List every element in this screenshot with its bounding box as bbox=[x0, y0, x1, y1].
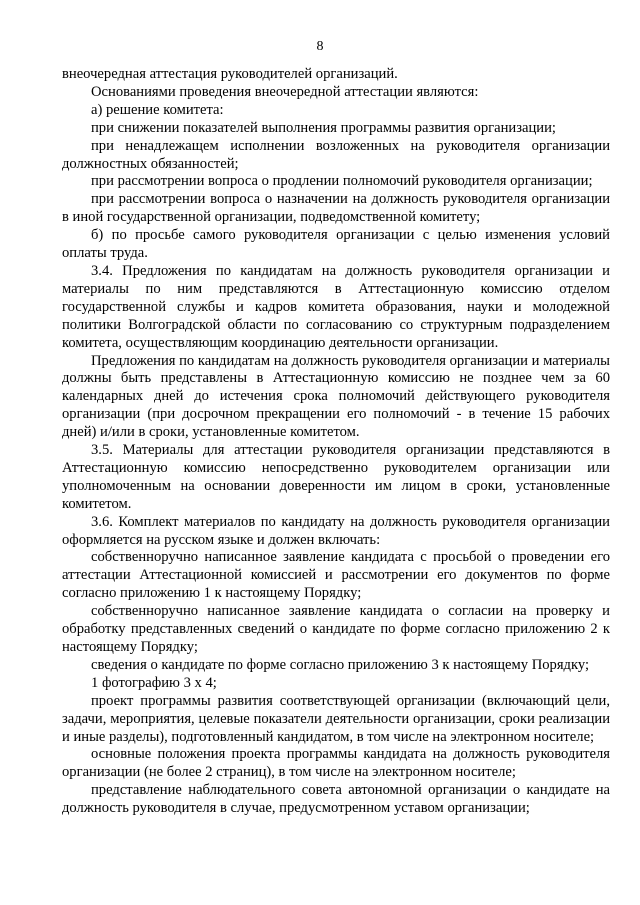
paragraph-3-5: 3.5. Материалы для аттестации руководителя организации представляются в Аттестационную комиссию непосредственно руководителем организации или уполномоченным на основании доверенности им лицом в сроки, установленные комитетом. bbox=[62, 442, 610, 512]
paragraph-ground-3: при рассмотрении вопроса о продлении полномочий руководителя организации; bbox=[91, 173, 593, 190]
paragraph-photo: 1 фотографию 3 х 4; bbox=[91, 674, 217, 691]
paragraph-3-6: 3.6. Комплект материалов по кандидату на должность руководителя организации оформляется на русском языке и должен включать: bbox=[62, 513, 610, 548]
paragraph-development-program: проект программы развития соответствующей организации (включающий цели, задачи, мероприятия, целевые показатели деятельности организации, сроки реализации и иные разделы), подготовленный кандидатом, в том числе на электронном носителе; bbox=[62, 692, 610, 745]
paragraph-application: собственноручно написанное заявление кандидата с просьбой о проведении его аттестации Аттестационной комиссией и рассмотрении его документов по форме согласно приложению 1 к настоящему Порядку; bbox=[62, 549, 610, 602]
paragraph-continuation: внеочередная аттестация руководителей организаций. bbox=[62, 66, 398, 82]
paragraph-item-b: б) по просьбе самого руководителя организации с целью изменения условий оплаты труда. bbox=[62, 227, 610, 262]
document-body bbox=[62, 66, 610, 818]
paragraph-candidate-info: сведения о кандидате по форме согласно приложению 3 к настоящему Порядку; bbox=[91, 656, 590, 673]
paragraph-3-4-deadlines: Предложения по кандидатам на должность руководителя организации и материалы должны быть представлены в Аттестационную комиссию не позднее чем за 60 календарных дней до истечения срока полномочий действующего руководителя организации (при досрочном прекращении его полномочий - в течение 15 рабочих дней) и/или в сроки, установленные комитетом. bbox=[62, 352, 610, 441]
paragraph-consent: собственноручно написанное заявление кандидата о согласии на проверку и обработку представленных сведений о кандидате по форме согласно приложению 2 к настоящему Порядку; bbox=[62, 603, 610, 655]
paragraph-ground-4: при рассмотрении вопроса о назначении на должность руководителя организации в иной государственной организации, подведомственной комитету; bbox=[62, 191, 610, 226]
page-number: 8 bbox=[316, 39, 324, 54]
paragraph-3-4: 3.4. Предложения по кандидатам на должность руководителя организации и материалы по ним представляются в Аттестационную комиссию отделом государственной службы и кадров комитета образования, науки и молодежной политики Волгоградской области по согласованию со структурным подразделением комитета, осуществляющим координацию деятельности организации. bbox=[62, 262, 610, 351]
paragraph-supervisory-board: представление наблюдательного совета автономной организации о кандидате на должность руководителя в случае, предусмотренном уставом организации; bbox=[62, 782, 610, 817]
paragraph-ground-1: при снижении показателей выполнения программы развития организации; bbox=[91, 119, 556, 136]
paragraph-program-summary: основные положения проекта программы кандидата на должность руководителя организации (не более 2 страниц), в том числе на электронном носителе; bbox=[62, 746, 610, 781]
paragraph-item-a: а) решение комитета: bbox=[91, 101, 224, 118]
paragraph-grounds-heading: Основаниями проведения внеочередной аттестации являются: bbox=[91, 83, 479, 100]
paragraph-ground-2: при ненадлежащем исполнении возложенных на руководителя организации должностных обязанностей; bbox=[62, 137, 610, 172]
